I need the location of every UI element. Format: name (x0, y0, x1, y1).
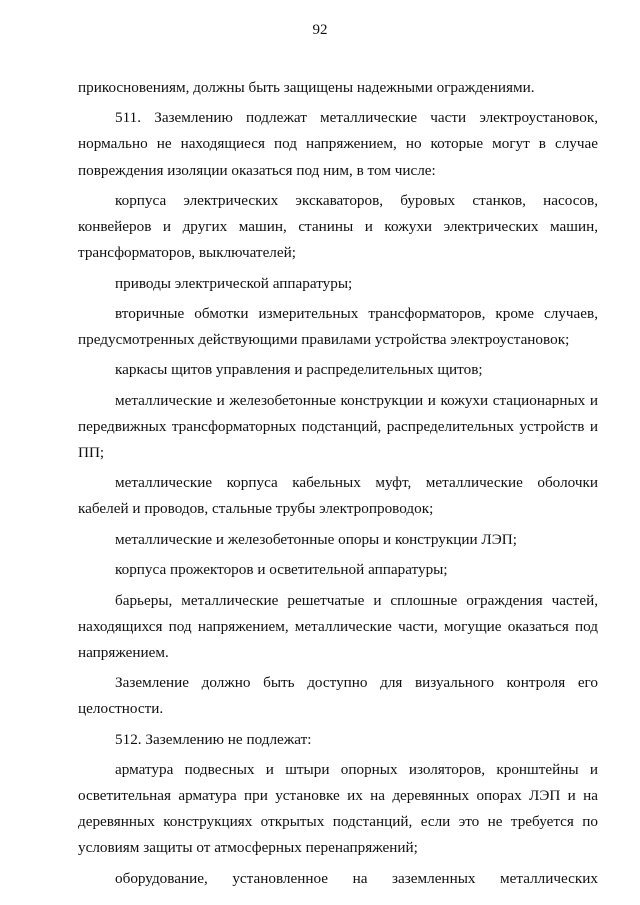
body-text (78, 75, 598, 896)
list-item-barriers: барьеры, металлические решетчатые и сплошные ограждения частей, находящихся под напряжением, металлические части, могущие оказаться под напряжением. (78, 591, 598, 661)
paragraph-continuation: прикосновениям, должны быть защищены надежными ограждениями. (78, 79, 535, 96)
paragraph-511: 511. Заземлению подлежат металлические части электроустановок, нормально не находящиеся под напряжением, но которые могут в случае повреждения изоляции оказаться под ним, в том числе: (78, 109, 598, 179)
list-item-floodlights: корпуса прожекторов и осветительной аппаратуры; (115, 561, 448, 579)
paragraph-grounding-access: Заземление должно быть доступно для визуального контроля его целостности. (78, 674, 598, 718)
list-item-secondary-windings: вторичные обмотки измерительных трансформаторов, кроме случаев, предусмотренных действующими правилами устройства электроустановок; (78, 304, 598, 349)
list-item-excavators: корпуса электрических экскаваторов, буровых станков, насосов, конвейеров и других машин, станины и кожухи электрических машин, трансформаторов, выключателей; (78, 191, 598, 262)
list-item-line-supports: металлические и железобетонные опоры и конструкции ЛЭП; (115, 530, 517, 548)
list-item-cable-couplings: металлические корпуса кабельных муфт, металлические оболочки кабелей и проводов, стальные трубы электропроводок; (78, 474, 598, 518)
list-item-insulator-fittings: арматура подвесных и штыри опорных изоляторов, кронштейны и осветительная арматура при установке их на деревянных опорах ЛЭП и на деревянных конструкциях открытых подстанций, если это не требуется по условиям защиты от атмосферных перенапряжений; (78, 761, 598, 857)
list-item-substation-structures: металлические и железобетонные конструкции и кожухи стационарных и передвижных трансформаторных подстанций, распределительных устройств и ПП; (78, 391, 598, 461)
list-item-panel-frames: каркасы щитов управления и распределительных щитов; (115, 361, 483, 379)
page-number: 92 (312, 22, 328, 38)
paragraph-512: 512. Заземлению не подлежат: (115, 730, 312, 748)
list-item-drives: приводы электрической аппаратуры; (115, 274, 353, 292)
list-item-equipment: оборудование, установленное на заземленных металлических (115, 869, 598, 887)
